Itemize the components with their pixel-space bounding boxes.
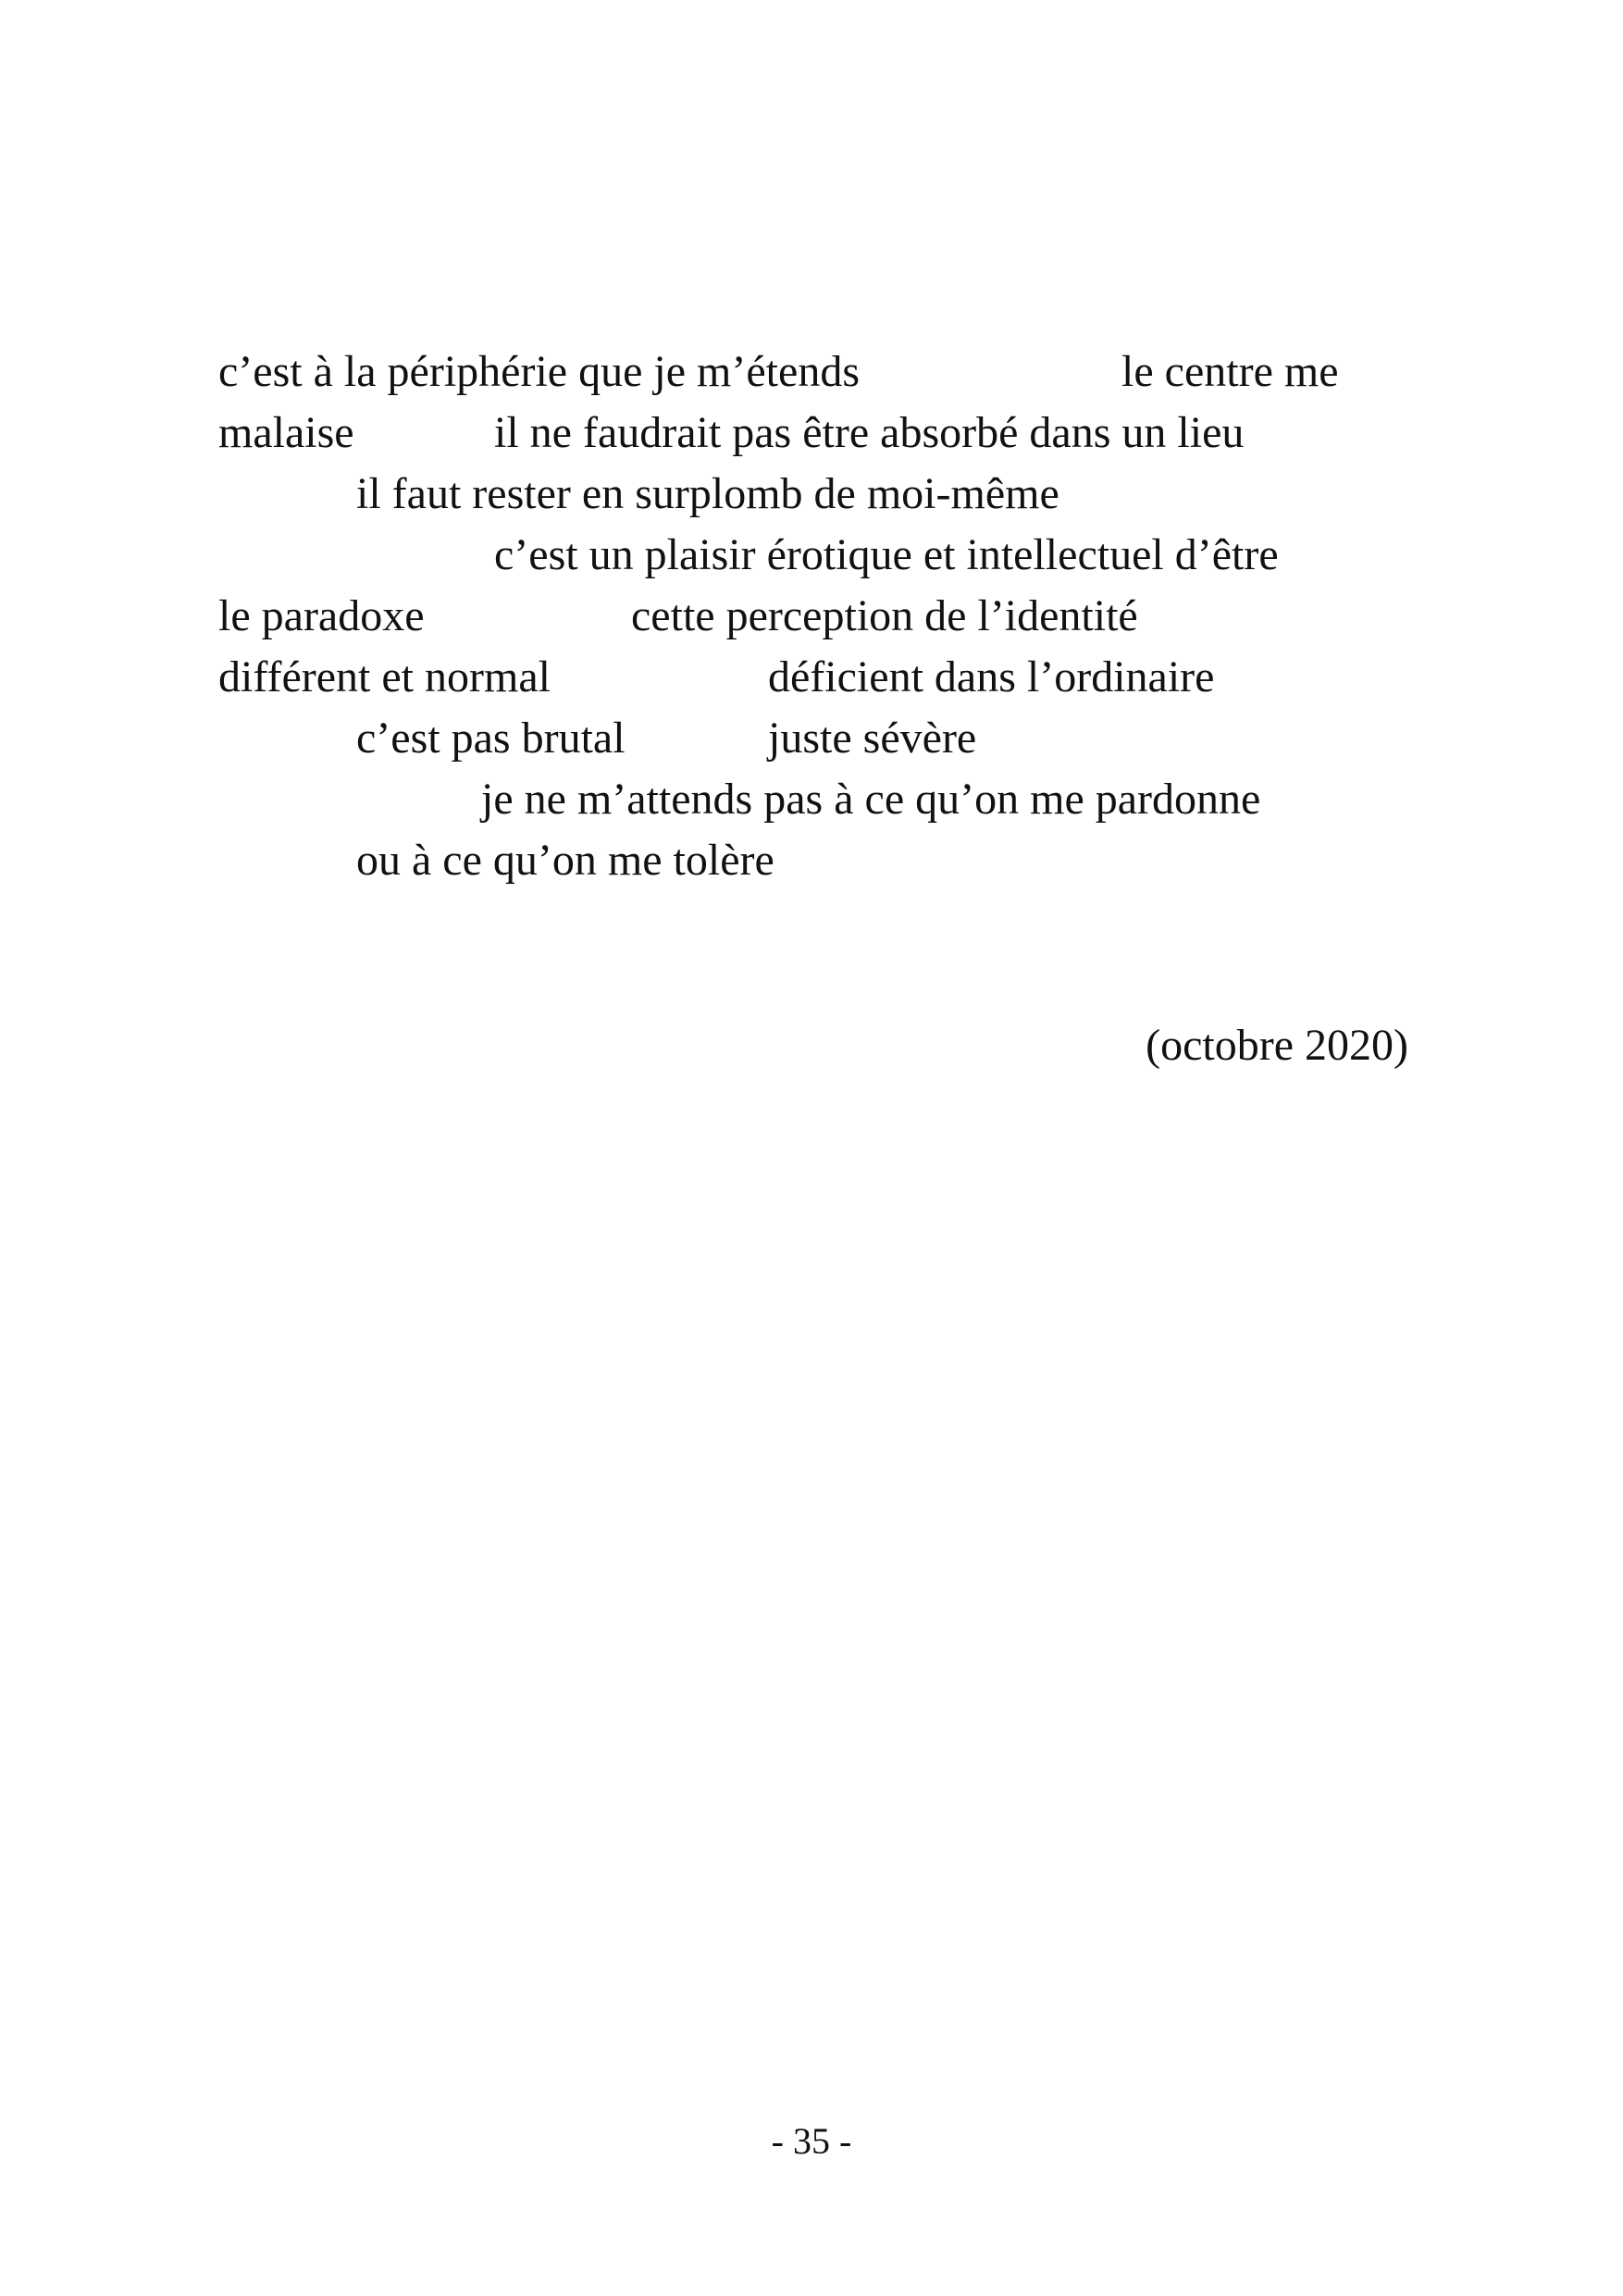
poem-line-5b: cette perception de l’identité: [631, 591, 1138, 640]
poem-line-6a: différent et normal: [218, 652, 551, 701]
poem-line-8: je ne m’attends pas à ce qu’on me pardonne: [481, 775, 1261, 824]
poem-line-1a: c’est à la périphérie que je m’étends: [218, 347, 860, 396]
poem-body: [0, 0, 1623, 925]
poem-line-3: il faut rester en surplomb de moi-même: [356, 469, 1059, 518]
poem-line-1b: le centre me: [1121, 347, 1339, 396]
poem-line-5a: le paradoxe: [218, 591, 425, 640]
poem-line-9: ou à ce qu’on me tolère: [356, 836, 774, 885]
poem-line-6b: déficient dans l’ordinaire: [768, 652, 1215, 701]
poem-date: (octobre 2020): [1146, 1021, 1408, 1070]
poem-line-7a: c’est pas brutal: [356, 714, 626, 763]
poem-line-2a: malaise: [218, 408, 354, 457]
poem-line-2b: il ne faudrait pas être absorbé dans un lieu: [494, 408, 1245, 457]
poem-line-4: c’est un plaisir érotique et intellectuel d’être: [494, 530, 1279, 579]
poem-line-7b: juste sévère: [768, 714, 977, 763]
page-number: - 35 -: [771, 2120, 852, 2162]
